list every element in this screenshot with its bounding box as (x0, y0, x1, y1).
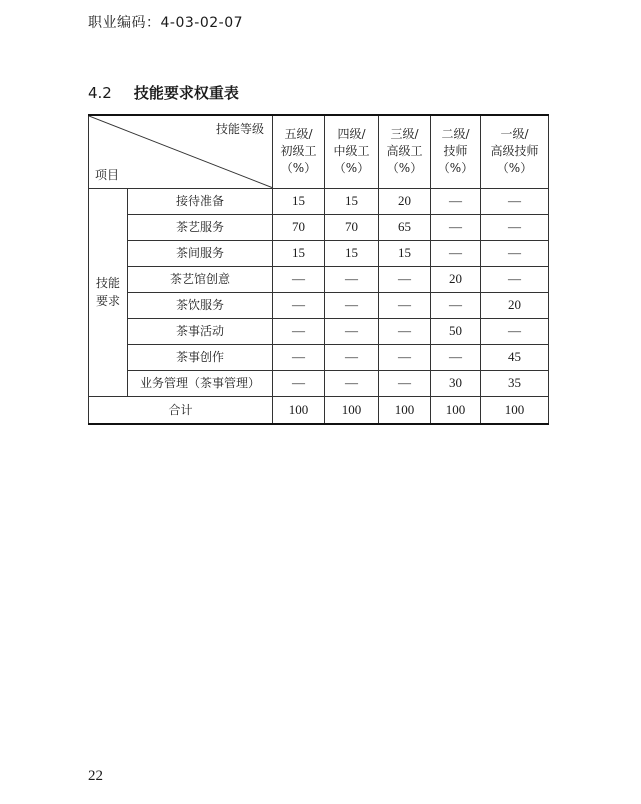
item-name: 茶间服务 (128, 240, 273, 266)
skill-weight-table (88, 114, 549, 425)
weight-cell: — (379, 266, 431, 292)
level-header: 三级/ 高级工 （%） (379, 115, 431, 188)
weight-cell: 15 (273, 240, 325, 266)
total-cell: 100 (431, 396, 481, 424)
weight-cell: — (273, 266, 325, 292)
weight-cell: — (273, 344, 325, 370)
total-label: 合计 (89, 396, 273, 424)
total-row (89, 396, 549, 424)
weight-cell: 70 (273, 214, 325, 240)
corner-header (89, 115, 273, 188)
table-row (89, 240, 549, 266)
weight-cell: — (481, 266, 549, 292)
weight-cell: 15 (325, 240, 379, 266)
total-cell: 100 (379, 396, 431, 424)
total-cell: 100 (325, 396, 379, 424)
weight-cell: — (379, 318, 431, 344)
weight-cell: 45 (481, 344, 549, 370)
weight-cell: — (325, 266, 379, 292)
table-row (89, 344, 549, 370)
weight-cell: — (481, 240, 549, 266)
weight-cell: — (431, 188, 481, 214)
total-cell: 100 (481, 396, 549, 424)
level-header: 二级/ 技师 （%） (431, 115, 481, 188)
weight-cell: 70 (325, 214, 379, 240)
weight-cell: 15 (273, 188, 325, 214)
item-name: 茶艺服务 (128, 214, 273, 240)
weight-cell: 20 (431, 266, 481, 292)
weight-cell: — (431, 214, 481, 240)
table-row (89, 370, 549, 396)
level-header: 一级/ 高级技师 （%） (481, 115, 549, 188)
weight-cell: 65 (379, 214, 431, 240)
weight-cell: — (273, 370, 325, 396)
weight-cell: — (431, 240, 481, 266)
page-number: 22 (88, 768, 103, 784)
section-title-text: 技能要求权重表 (133, 84, 239, 102)
weight-cell: — (481, 214, 549, 240)
weight-cell: 20 (379, 188, 431, 214)
item-name: 茶艺馆创意 (128, 266, 273, 292)
weight-cell: — (273, 292, 325, 318)
table-row (89, 266, 549, 292)
weight-cell: 35 (481, 370, 549, 396)
corner-item-label: 项目 (95, 167, 120, 182)
weight-cell: — (431, 292, 481, 318)
weight-cell: 30 (431, 370, 481, 396)
skill-requirements-group: 技能 要求 (89, 188, 128, 396)
table-row (89, 318, 549, 344)
item-name: 业务管理（茶事管理） (128, 370, 273, 396)
section-title (88, 82, 239, 103)
item-name: 茶饮服务 (128, 292, 273, 318)
weight-cell: — (431, 344, 481, 370)
weight-cell: — (273, 318, 325, 344)
weight-cell: — (379, 370, 431, 396)
table-row (89, 214, 549, 240)
weight-cell: — (325, 370, 379, 396)
occupation-code: 职业编码：4-03-02-07 (88, 15, 244, 31)
level-header: 四级/ 中级工 （%） (325, 115, 379, 188)
weight-cell: 15 (325, 188, 379, 214)
weight-cell: — (379, 292, 431, 318)
weight-cell: — (325, 318, 379, 344)
table-row (89, 188, 549, 214)
weight-cell: — (481, 318, 549, 344)
table-row (89, 292, 549, 318)
total-cell: 100 (273, 396, 325, 424)
header-row (89, 115, 549, 188)
weight-cell: 20 (481, 292, 549, 318)
item-name: 接待准备 (128, 188, 273, 214)
section-number: 4.2 (88, 84, 112, 102)
level-header: 五级/ 初级工 （%） (273, 115, 325, 188)
weight-cell: — (325, 292, 379, 318)
weight-cell: — (325, 344, 379, 370)
weight-cell: — (379, 344, 431, 370)
weight-cell: 50 (431, 318, 481, 344)
item-name: 茶事创作 (128, 344, 273, 370)
weight-cell: — (481, 188, 549, 214)
item-name: 茶事活动 (128, 318, 273, 344)
weight-cell: 15 (379, 240, 431, 266)
corner-skill-level-label: 技能等级 (215, 122, 264, 136)
